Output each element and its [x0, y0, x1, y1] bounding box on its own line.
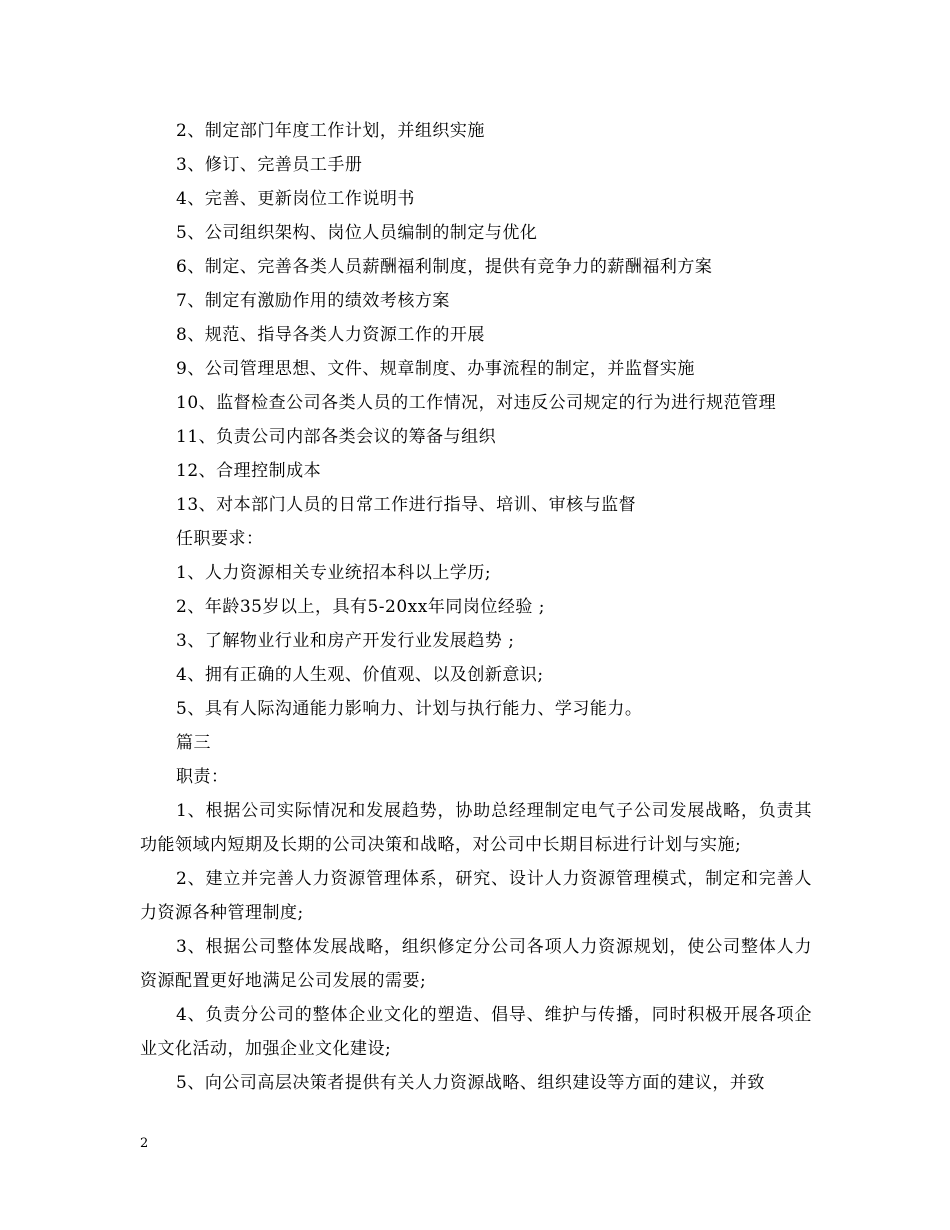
list-item: 6、制定、完善各类人员薪酬福利制度，提供有竞争力的薪酬福利方案 — [176, 257, 713, 277]
list-item: 3、了解物业行业和房产开发行业发展趋势 ; — [176, 631, 515, 651]
section-heading: 篇三 — [176, 733, 211, 753]
paragraph: 2、建立并完善人力资源管理体系，研究、设计人力资源管理模式，制定和完善人力资源各种管理制度; — [140, 869, 812, 923]
list-item: 2、年龄35岁以上，具有5-20xx年同岗位经验 ; — [176, 597, 545, 617]
list-item: 5、公司组织架构、岗位人员编制的制定与优化 — [176, 223, 538, 243]
list-item: 9、公司管理思想、文件、规章制度、办事流程的制定，并监督实施 — [176, 359, 695, 379]
paragraph: 5、向公司高层决策者提供有关人力资源战略、组织建设等方面的建议，并致 — [176, 1073, 765, 1093]
page-number: 2 — [140, 1136, 149, 1151]
list-item: 13、对本部门人员的日常工作进行指导、培训、审核与监督 — [176, 495, 637, 515]
paragraph: 1、根据公司实际情况和发展趋势，协助总经理制定电气子公司发展战略，负责其功能领域内短期及长期的公司决策和战略，对公司中长期目标进行计划与实施; — [140, 801, 812, 855]
paragraph: 3、根据公司整体发展战略，组织修定分公司各项人力资源规划，使公司整体人力资源配置更好地满足公司发展的需要; — [140, 937, 812, 991]
section-heading: 任职要求： — [176, 529, 264, 549]
list-item: 8、规范、指导各类人力资源工作的开展 — [176, 325, 485, 345]
list-item: 4、拥有正确的人生观、价值观、以及创新意识; — [176, 665, 544, 685]
list-item: 7、制定有激励作用的绩效考核方案 — [176, 291, 450, 311]
list-item: 12、合理控制成本 — [176, 461, 322, 481]
list-item: 11、负责公司内部各类会议的筹备与组织 — [176, 427, 497, 447]
list-item: 5、具有人际沟通能力影响力、计划与执行能力、学习能力。 — [176, 699, 643, 719]
list-item: 1、人力资源相关专业统招本科以上学历; — [176, 563, 492, 583]
list-item: 3、修订、完善员工手册 — [176, 155, 363, 175]
list-item: 10、监督检查公司各类人员的工作情况，对违反公司规定的行为进行规范管理 — [176, 393, 777, 413]
list-item: 4、完善、更新岗位工作说明书 — [176, 189, 415, 209]
section-heading: 职责： — [176, 767, 229, 787]
list-item: 2、制定部门年度工作计划，并组织实施 — [176, 121, 485, 141]
paragraph: 4、负责分公司的整体企业文化的塑造、倡导、维护与传播，同时积极开展各项企业文化活动，加强企业文化建设; — [140, 1005, 812, 1059]
